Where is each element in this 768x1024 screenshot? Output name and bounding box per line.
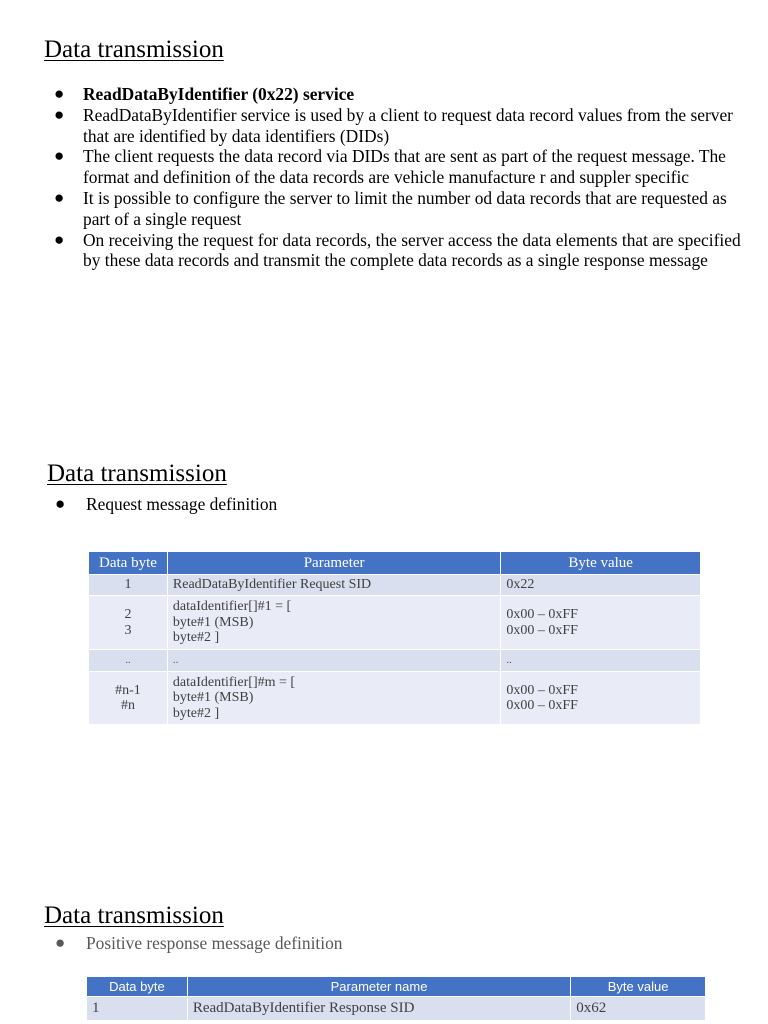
bullet-item: ● It is possible to configure the server to limit the number od data records that are requested as part of a single request (54, 187, 727, 229)
cell-parameter: dataIdentifier[]#m = [ byte#1 (MSB) byte#2 ] (167, 672, 500, 725)
bullet-item: ● Request message definition (55, 494, 278, 514)
slide-2-title: Data transmission (47, 460, 227, 487)
slide-3-bullet-list (47, 933, 647, 954)
bullet-item: ● ReadDataByIdentifier (0x22) service (54, 84, 355, 104)
bullet-dot-icon: ● (54, 104, 65, 124)
slide-2-bullet-list (47, 494, 647, 515)
request-message-table (88, 551, 701, 725)
slide-3 (0, 890, 768, 1024)
table-row (87, 997, 706, 1021)
table-row (89, 575, 701, 596)
cell-byte-value: 0x00 – 0xFF 0x00 – 0xFF (501, 596, 701, 650)
cell-byte-value: 0x62 (571, 997, 706, 1021)
response-message-table (86, 976, 706, 1021)
bullet-dot-icon: ● (55, 494, 66, 513)
column-header-parameter: Parameter (167, 552, 500, 575)
slide-1-title: Data transmission (44, 36, 224, 63)
column-header-parameter-name: Parameter name (187, 977, 570, 997)
bullet-dot-icon: ● (55, 933, 66, 952)
bullet-item: ● ReadDataByIdentifier service is used by a client to request data record values from the server that are identified by data identifiers (DIDs) (54, 104, 733, 146)
slide-3-title: Data transmission (44, 902, 224, 929)
cell-byte-value: .. (501, 650, 701, 672)
cell-data-byte: 1 (87, 997, 188, 1021)
slide-1 (0, 0, 768, 330)
cell-byte-value: 0x22 (501, 575, 701, 596)
cell-data-byte: 1 (89, 575, 168, 596)
cell-data-byte: #n-1 #n (89, 672, 168, 725)
bullet-dot-icon: ● (54, 146, 65, 166)
table-header-row (89, 552, 701, 575)
cell-parameter: .. (167, 650, 500, 672)
bullet-dot-icon: ● (54, 229, 65, 249)
cell-parameter-name: ReadDataByIdentifier Response SID (187, 997, 570, 1021)
bullet-dot-icon: ● (54, 187, 65, 207)
slide-2 (0, 455, 768, 745)
bullet-dot-icon: ● (54, 84, 65, 103)
column-header-byte-value: Byte value (571, 977, 706, 997)
slide-1-bullet-list (44, 84, 744, 271)
cell-data-byte: 2 3 (89, 596, 168, 650)
table-row (89, 672, 701, 725)
table-row (89, 596, 701, 650)
cell-data-byte: .. (89, 650, 168, 672)
column-header-byte-value: Byte value (501, 552, 701, 575)
table-row (89, 650, 701, 672)
cell-byte-value: 0x00 – 0xFF 0x00 – 0xFF (501, 672, 701, 725)
column-header-data-byte: Data byte (89, 552, 168, 575)
cell-parameter: ReadDataByIdentifier Request SID (167, 575, 500, 596)
column-header-data-byte: Data byte (87, 977, 188, 997)
bullet-item: ● On receiving the request for data records, the server access the data elements that are specified by these data records and transmit the complete data records as a single response message (54, 229, 741, 271)
table-header-row (87, 977, 706, 997)
bullet-item: ● The client requests the data record via DIDs that are sent as part of the request message. The format and definition of the data records are vehicle manufacture r and suppler specific (54, 146, 726, 188)
bullet-item: ● Positive response message definition (55, 933, 343, 953)
cell-parameter: dataIdentifier[]#1 = [ byte#1 (MSB) byte#2 ] (167, 596, 500, 650)
